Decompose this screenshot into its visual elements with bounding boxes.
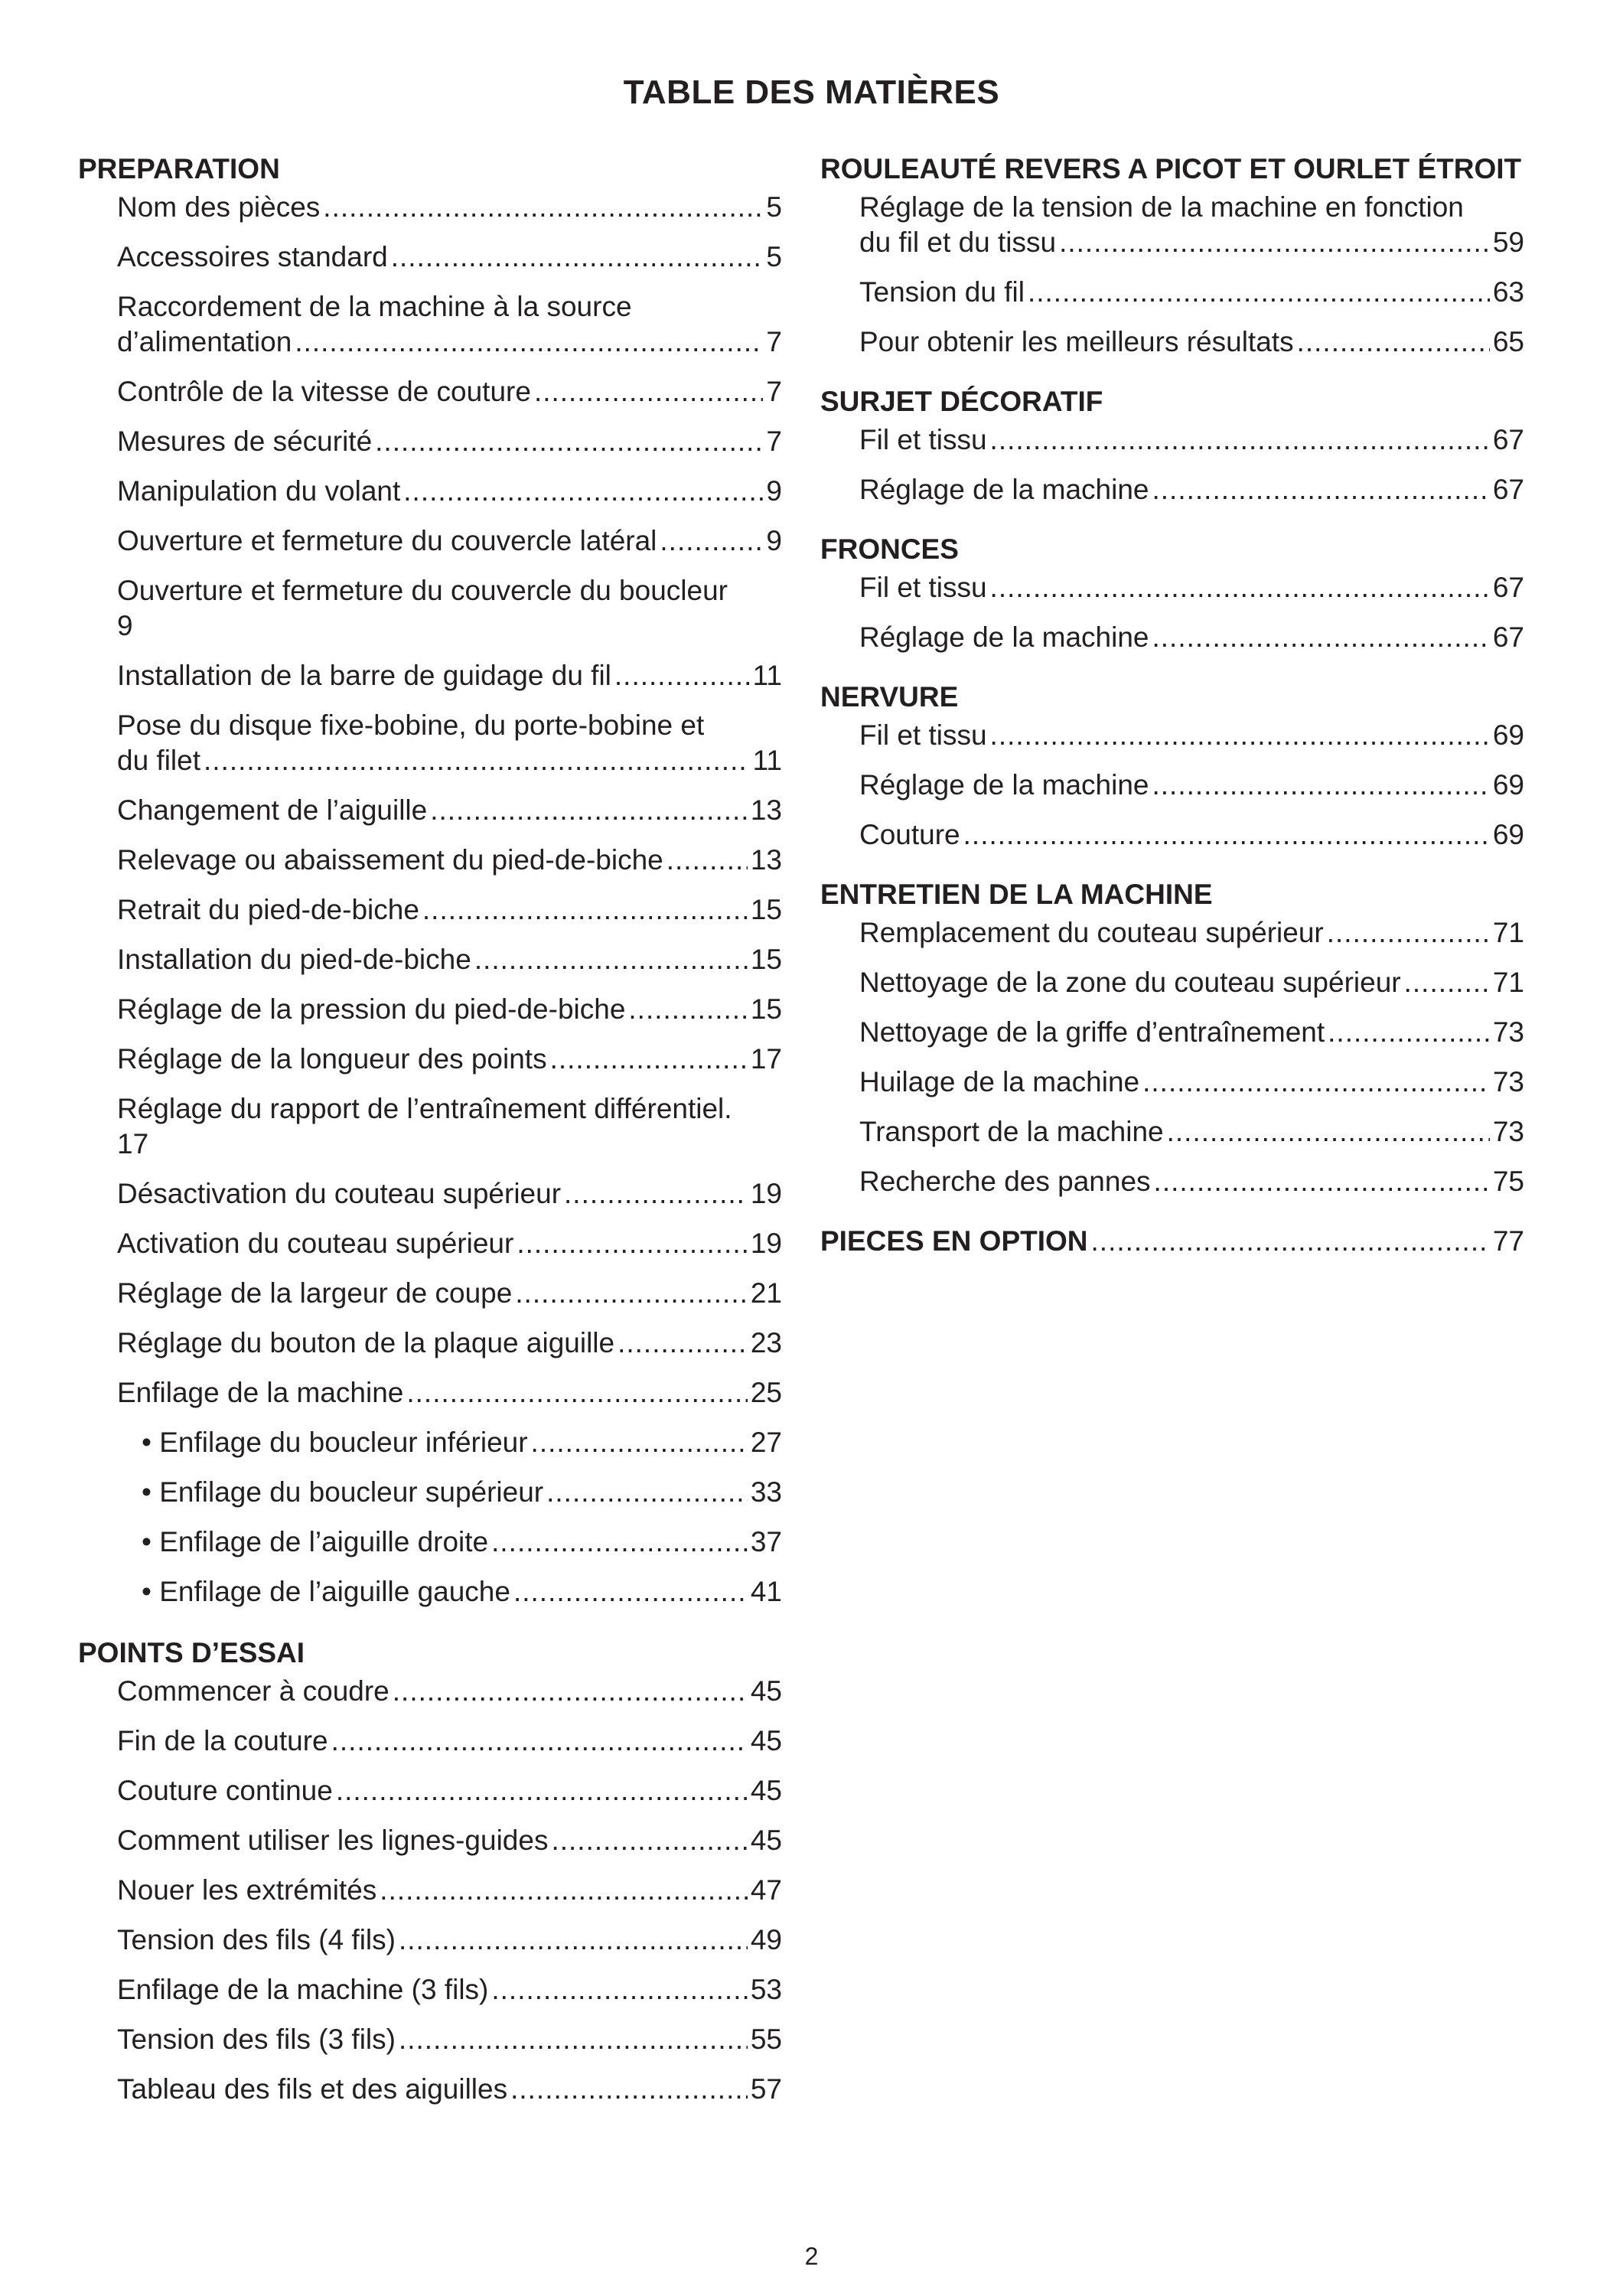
toc-entry[interactable] <box>117 1176 782 1212</box>
toc-entry-title: Pose du disque fixe-bobine, du porte-bobine et <box>117 709 705 741</box>
toc-entry-title: Raccordement de la machine à la source <box>117 291 632 322</box>
toc-entry-title: Nettoyage de la zone du couteau supérieur <box>859 967 1401 998</box>
dot-leader <box>1091 1224 1490 1259</box>
page-ref: 27 <box>750 1427 782 1458</box>
toc-entry-title: Réglage de la largeur de coupe <box>117 1277 513 1309</box>
dot-leader <box>1404 965 1490 1000</box>
toc-entry-line <box>117 1226 782 1261</box>
dot-leader <box>614 658 750 693</box>
toc-entry-title-cont: d’alimentation <box>117 326 292 357</box>
section-heading: PIECES EN OPTION <box>820 1225 1088 1257</box>
toc-entry-list <box>820 718 1524 853</box>
page-ref: 67 <box>1492 474 1524 505</box>
toc-entry-line <box>859 1065 1524 1100</box>
toc-entry[interactable] <box>117 289 782 360</box>
toc-entry[interactable] <box>859 570 1524 605</box>
page-ref: 13 <box>750 844 782 876</box>
toc-entry-title: Enfilage de la machine <box>117 1377 404 1408</box>
toc-entry[interactable] <box>117 190 782 225</box>
dot-leader <box>1167 1114 1490 1150</box>
toc-entry-title: • Enfilage de l’aiguille droite <box>142 1526 489 1557</box>
page-ref: 75 <box>1492 1166 1524 1197</box>
toc-entry-title: Installation du pied-de-biche <box>117 944 471 975</box>
dot-leader <box>204 743 750 778</box>
page-ref: 9 <box>766 525 782 556</box>
dot-leader <box>666 843 748 878</box>
page-ref: 45 <box>750 1725 782 1756</box>
toc-entry-line <box>859 1015 1524 1050</box>
toc-entry-title: • Enfilage du boucleur inférieur <box>142 1427 528 1458</box>
toc-entry-title: Tension des fils (4 fils) <box>117 1924 396 1955</box>
page-ref: 17 <box>750 1043 782 1075</box>
page-ref: 55 <box>750 2024 782 2055</box>
page-ref: 9 <box>117 610 133 641</box>
toc-entry-title: Activation du couteau supérieur <box>117 1228 514 1259</box>
toc-entry-line <box>859 915 1524 951</box>
dot-leader <box>474 942 748 977</box>
page-ref: 67 <box>1492 621 1524 653</box>
page-ref: 73 <box>1492 1016 1524 1048</box>
toc-entry-line <box>859 472 1524 507</box>
dot-leader <box>1152 620 1489 655</box>
page-ref: 47 <box>750 1874 782 1906</box>
toc-entry[interactable] <box>117 1326 782 1361</box>
section-heading: POINTS D’ESSAI <box>78 1637 305 1668</box>
dot-leader <box>513 1574 748 1609</box>
toc-entry[interactable] <box>117 708 782 778</box>
toc-entry-line <box>117 240 782 275</box>
dot-leader <box>546 1475 748 1510</box>
page-title: TABLE DES MATIÈRES <box>623 73 1000 111</box>
toc-entry-title: Réglage de la pression du pied-de-biche <box>117 993 626 1025</box>
dot-leader <box>550 1042 748 1077</box>
toc-entry-list <box>820 190 1524 360</box>
dot-leader <box>1028 275 1490 310</box>
toc-entry-title: Réglage de la longueur des points <box>117 1043 547 1075</box>
toc-entry-title: Fil et tissu <box>859 424 987 455</box>
page-ref: 73 <box>1492 1066 1524 1097</box>
toc-entry-list <box>78 190 782 1609</box>
toc-entry-list <box>820 915 1524 1199</box>
page-ref: 45 <box>750 1775 782 1806</box>
dot-leader <box>1152 472 1489 507</box>
toc-entry-title: Ouverture et fermeture du couvercle latéral <box>117 525 657 556</box>
dot-leader <box>399 2022 748 2057</box>
toc-entry[interactable] <box>117 992 782 1027</box>
toc-entry-line <box>117 1176 782 1212</box>
toc-entry[interactable] <box>859 1015 1524 1050</box>
toc-entry[interactable] <box>117 523 782 559</box>
dot-leader <box>1152 768 1489 803</box>
toc-entry[interactable] <box>117 1972 782 2007</box>
toc-entry-line <box>117 374 782 409</box>
page-ref: 49 <box>750 1924 782 1955</box>
toc-right-column <box>820 152 1524 1283</box>
toc-entry[interactable] <box>117 1375 782 1411</box>
toc-entry-line <box>117 1773 782 1808</box>
dot-leader <box>510 2072 748 2107</box>
toc-entry-title: Mesures de sécurité <box>117 426 373 457</box>
toc-entry-title: Réglage de la tension de la machine en fonction <box>859 191 1464 223</box>
toc-entry[interactable] <box>117 2072 782 2107</box>
toc-entry-line <box>117 474 782 509</box>
page-ref: 15 <box>750 894 782 925</box>
toc-entry[interactable] <box>117 892 782 928</box>
toc-entry[interactable] <box>117 573 782 644</box>
toc-entry[interactable] <box>117 1823 782 1858</box>
page-ref: 37 <box>750 1526 782 1557</box>
page-ref: 71 <box>1492 967 1524 998</box>
toc-entry-line <box>117 743 782 778</box>
dot-leader <box>375 424 763 459</box>
toc-entry-title: Tension des fils (3 fils) <box>117 2024 396 2055</box>
page-ref: 5 <box>766 241 782 272</box>
dot-leader <box>391 240 764 275</box>
toc-entry-line <box>117 1873 782 1908</box>
toc-entry[interactable] <box>859 190 1524 260</box>
page-ref: 23 <box>750 1327 782 1358</box>
toc-section <box>820 384 1524 507</box>
dot-leader <box>491 1972 747 2007</box>
toc-entry-title: Désactivation du couteau supérieur <box>117 1178 562 1209</box>
toc-entry-line <box>117 843 782 878</box>
toc-entry-line <box>142 1425 782 1460</box>
toc-entry[interactable] <box>117 942 782 977</box>
page-ref: 5 <box>766 191 782 223</box>
dot-leader <box>336 1773 748 1808</box>
dot-leader <box>660 523 763 559</box>
page-number: 2 <box>804 2242 819 2270</box>
toc-entry[interactable] <box>117 474 782 509</box>
page-ref: 33 <box>750 1476 782 1508</box>
page-ref: 11 <box>752 745 782 776</box>
toc-entry[interactable] <box>859 1164 1524 1199</box>
toc-entry-title: Nouer les extrémités <box>117 1874 377 1906</box>
dot-leader <box>1154 1164 1490 1199</box>
toc-entry-line <box>117 424 782 459</box>
page-ref: 69 <box>1492 819 1524 850</box>
toc-entry[interactable] <box>859 768 1524 803</box>
dot-leader <box>380 1873 748 1908</box>
toc-entry-line <box>142 1574 782 1609</box>
toc-section <box>820 877 1524 1199</box>
dot-leader <box>295 325 763 360</box>
toc-entry[interactable] <box>117 240 782 275</box>
toc-entry-title: Fin de la couture <box>117 1725 328 1756</box>
toc-entry-title: Commencer à coudre <box>117 1675 389 1707</box>
toc-entry[interactable] <box>117 1674 782 1709</box>
toc-entry-line <box>117 793 782 828</box>
toc-entry-title: Retrait du pied-de-biche <box>117 894 419 925</box>
dot-leader <box>1328 1015 1490 1050</box>
toc-entry[interactable] <box>117 1475 782 1510</box>
toc-entry[interactable] <box>859 718 1524 753</box>
toc-entry-title: Remplacement du couteau supérieur <box>859 917 1324 948</box>
toc-entry-line <box>117 658 782 693</box>
page-ref: 21 <box>750 1277 782 1309</box>
toc-entry-title: Contrôle de la vitesse de couture <box>117 376 531 407</box>
toc-entry[interactable] <box>859 1114 1524 1150</box>
toc-entry[interactable] <box>117 1773 782 1808</box>
toc-entry-line <box>142 1475 782 1510</box>
toc-entry-title: Huilage de la machine <box>859 1066 1140 1097</box>
toc-entry[interactable] <box>859 817 1524 853</box>
toc-entry-title: Tension du fil <box>859 276 1025 308</box>
page-ref: 11 <box>752 660 782 691</box>
dot-leader <box>531 1425 748 1460</box>
toc-entry-title: Relevage ou abaissement du pied-de-biche <box>117 844 663 876</box>
toc-entry[interactable] <box>117 424 782 459</box>
page-ref: 45 <box>750 1675 782 1707</box>
toc-section <box>820 1224 1524 1259</box>
page-ref: 67 <box>1492 572 1524 603</box>
toc-entry[interactable] <box>859 965 1524 1000</box>
dot-leader <box>551 1823 747 1858</box>
toc-entry-title-cont: du filet <box>117 745 201 776</box>
toc-entry-line <box>117 1276 782 1311</box>
toc-entry[interactable] <box>117 1724 782 1759</box>
section-heading: NERVURE <box>820 681 959 713</box>
toc-entry-line <box>117 892 782 928</box>
toc-entry-title: Réglage de la machine <box>859 769 1149 801</box>
page-ref: 7 <box>766 326 782 357</box>
dot-leader <box>399 1923 748 1958</box>
toc-heading-line <box>820 1224 1524 1259</box>
toc-entry[interactable] <box>117 658 782 693</box>
toc-entry[interactable] <box>117 1873 782 1908</box>
page-ref: 9 <box>766 475 782 507</box>
toc-entry-line <box>117 1042 782 1077</box>
dot-leader <box>491 1525 748 1560</box>
toc-entry-line <box>117 1972 782 2007</box>
toc-entry-line <box>117 1674 782 1709</box>
dot-leader <box>331 1724 748 1759</box>
toc-entry-line <box>117 1724 782 1759</box>
toc-entry[interactable] <box>117 1042 782 1077</box>
toc-entry-line <box>859 275 1524 310</box>
toc-entry[interactable] <box>859 422 1524 458</box>
toc-entry-line <box>859 965 1524 1000</box>
toc-entry-title: Couture continue <box>117 1775 333 1806</box>
page-ref: 65 <box>1492 326 1524 357</box>
toc-entry-title: Nom des pièces <box>117 191 321 223</box>
toc-entry[interactable] <box>117 1923 782 1958</box>
page-ref: 69 <box>1492 719 1524 751</box>
toc-entry-title: Fil et tissu <box>859 572 987 603</box>
toc-entry[interactable] <box>859 915 1524 951</box>
toc-entry[interactable] <box>117 1226 782 1261</box>
toc-entry[interactable] <box>859 620 1524 655</box>
toc-entry-title: Réglage de la machine <box>859 474 1149 505</box>
toc-entry[interactable] <box>859 1065 1524 1100</box>
toc-entry[interactable] <box>117 2022 782 2057</box>
page-ref: 19 <box>750 1228 782 1259</box>
toc-left-column <box>78 152 782 2128</box>
toc-entry-list <box>820 422 1524 507</box>
toc-entry-line <box>859 718 1524 753</box>
dot-leader <box>963 817 1490 853</box>
toc-section-heading-link[interactable] <box>820 1224 1524 1259</box>
toc-entry-title: Transport de la machine <box>859 1116 1164 1147</box>
page-ref: 15 <box>750 993 782 1025</box>
dot-leader <box>990 422 1490 458</box>
toc-entry-title: Ouverture et fermeture du couvercle du boucleur <box>117 575 728 606</box>
toc-entry[interactable] <box>117 1276 782 1311</box>
toc-entry-title: Changement de l’aiguille <box>117 794 428 826</box>
dot-leader <box>564 1176 748 1212</box>
toc-entry-title: Enfilage de la machine (3 fils) <box>117 1974 489 2005</box>
toc-entry-title: Accessoires standard <box>117 241 388 272</box>
page-ref: 25 <box>750 1377 782 1408</box>
toc-section <box>78 1636 782 2107</box>
dot-leader <box>1142 1065 1490 1100</box>
toc-entry[interactable] <box>117 843 782 878</box>
toc-entry-title: Pour obtenir les meilleurs résultats <box>859 326 1294 357</box>
toc-entry-title: Tableau des fils et des aiguilles <box>117 2073 508 2105</box>
toc-entry-line <box>117 325 782 360</box>
toc-entry-line <box>117 1923 782 1958</box>
section-heading: SURJET DÉCORATIF <box>820 386 1103 417</box>
page-ref: 15 <box>750 944 782 975</box>
dot-leader <box>406 1375 747 1411</box>
dot-leader <box>618 1326 748 1361</box>
toc-entry-line <box>859 422 1524 458</box>
dot-leader <box>1059 225 1490 260</box>
page-ref: 69 <box>1492 769 1524 801</box>
toc-entry-line <box>142 1525 782 1560</box>
toc-entry-line <box>117 523 782 559</box>
toc-entry[interactable] <box>117 1425 782 1460</box>
toc-entry-title: Réglage du rapport de l’entraînement différentiel. <box>117 1093 732 1124</box>
toc-section <box>820 680 1524 853</box>
toc-entry-title: Couture <box>859 819 960 850</box>
toc-entry-title: Comment utiliser les lignes-guides <box>117 1825 549 1856</box>
toc-entry-title: Manipulation du volant <box>117 475 401 507</box>
dot-leader <box>422 892 748 928</box>
toc-entry-title: • Enfilage de l’aiguille gauche <box>142 1576 510 1607</box>
dot-leader <box>430 793 748 828</box>
page-ref: 41 <box>750 1576 782 1607</box>
toc-entry-line <box>117 1823 782 1858</box>
toc-entry-line <box>859 1164 1524 1199</box>
page-ref: 13 <box>750 794 782 826</box>
page-ref: 57 <box>750 2073 782 2105</box>
toc-entry-title: • Enfilage du boucleur supérieur <box>142 1476 544 1508</box>
page-ref: 59 <box>1492 227 1524 258</box>
section-heading: PREPARATION <box>78 153 280 184</box>
dot-leader <box>323 190 763 225</box>
page-ref: 73 <box>1492 1116 1524 1147</box>
toc-entry-line <box>859 620 1524 655</box>
dot-leader <box>1297 325 1490 360</box>
toc-section <box>78 152 782 1609</box>
page-ref: 71 <box>1492 917 1524 948</box>
toc-entry[interactable] <box>859 325 1524 360</box>
toc-entry-title: Nettoyage de la griffe d’entraînement <box>859 1016 1325 1048</box>
page-ref: 67 <box>1492 424 1524 455</box>
toc-entry-title: Fil et tissu <box>859 719 987 751</box>
dot-leader <box>990 718 1490 753</box>
page-ref: 17 <box>117 1128 149 1159</box>
dot-leader <box>534 374 763 409</box>
page-ref: 45 <box>750 1825 782 1856</box>
section-heading: FRONCES <box>820 533 959 565</box>
toc-entry-line <box>859 325 1524 360</box>
toc-entry-line <box>859 817 1524 853</box>
toc-entry-line <box>117 942 782 977</box>
toc-entry-line <box>117 2022 782 2057</box>
toc-entry-line <box>859 1114 1524 1150</box>
toc-section <box>820 152 1524 360</box>
page-ref: 7 <box>766 426 782 457</box>
toc-section <box>820 532 1524 655</box>
toc-entry-line <box>859 570 1524 605</box>
section-heading: ENTRETIEN DE LA MACHINE <box>820 879 1213 910</box>
toc-entry[interactable] <box>117 1525 782 1560</box>
toc-entry[interactable] <box>859 472 1524 507</box>
dot-leader <box>990 570 1490 605</box>
toc-entry-title: Réglage du bouton de la plaque aiguille <box>117 1327 615 1358</box>
toc-entry-line <box>117 992 782 1027</box>
page-ref: 53 <box>750 1974 782 2005</box>
page-ref: 7 <box>766 376 782 407</box>
toc-entry-line <box>859 225 1524 260</box>
section-heading: ROULEAUTÉ REVERS A PICOT ET OURLET ÉTROIT <box>820 153 1522 184</box>
dot-leader <box>517 1226 748 1261</box>
toc-entry-line <box>117 1326 782 1361</box>
dot-leader <box>515 1276 748 1311</box>
dot-leader <box>628 992 747 1027</box>
toc-entry-line <box>859 768 1524 803</box>
toc-entry-line <box>117 190 782 225</box>
toc-entry-title: Réglage de la machine <box>859 621 1149 653</box>
page-ref: 63 <box>1492 276 1524 308</box>
page-ref: 19 <box>750 1178 782 1209</box>
toc-entry[interactable] <box>117 374 782 409</box>
toc-entry[interactable] <box>117 1091 782 1162</box>
toc-entry-title-cont: du fil et du tissu <box>859 227 1057 258</box>
toc-entry[interactable] <box>117 793 782 828</box>
page-ref: 77 <box>1492 1225 1524 1257</box>
toc-entry-line <box>117 1375 782 1411</box>
toc-entry[interactable] <box>117 1574 782 1609</box>
dot-leader <box>1327 915 1490 951</box>
dot-leader <box>403 474 763 509</box>
toc-entry-title: Installation de la barre de guidage du fil <box>117 660 611 691</box>
toc-entry-line <box>117 2072 782 2107</box>
toc-entry[interactable] <box>859 275 1524 310</box>
toc-entry-title: Recherche des pannes <box>859 1166 1151 1197</box>
dot-leader <box>393 1674 748 1709</box>
toc-entry-list <box>820 570 1524 655</box>
toc-entry-list <box>78 1674 782 2107</box>
